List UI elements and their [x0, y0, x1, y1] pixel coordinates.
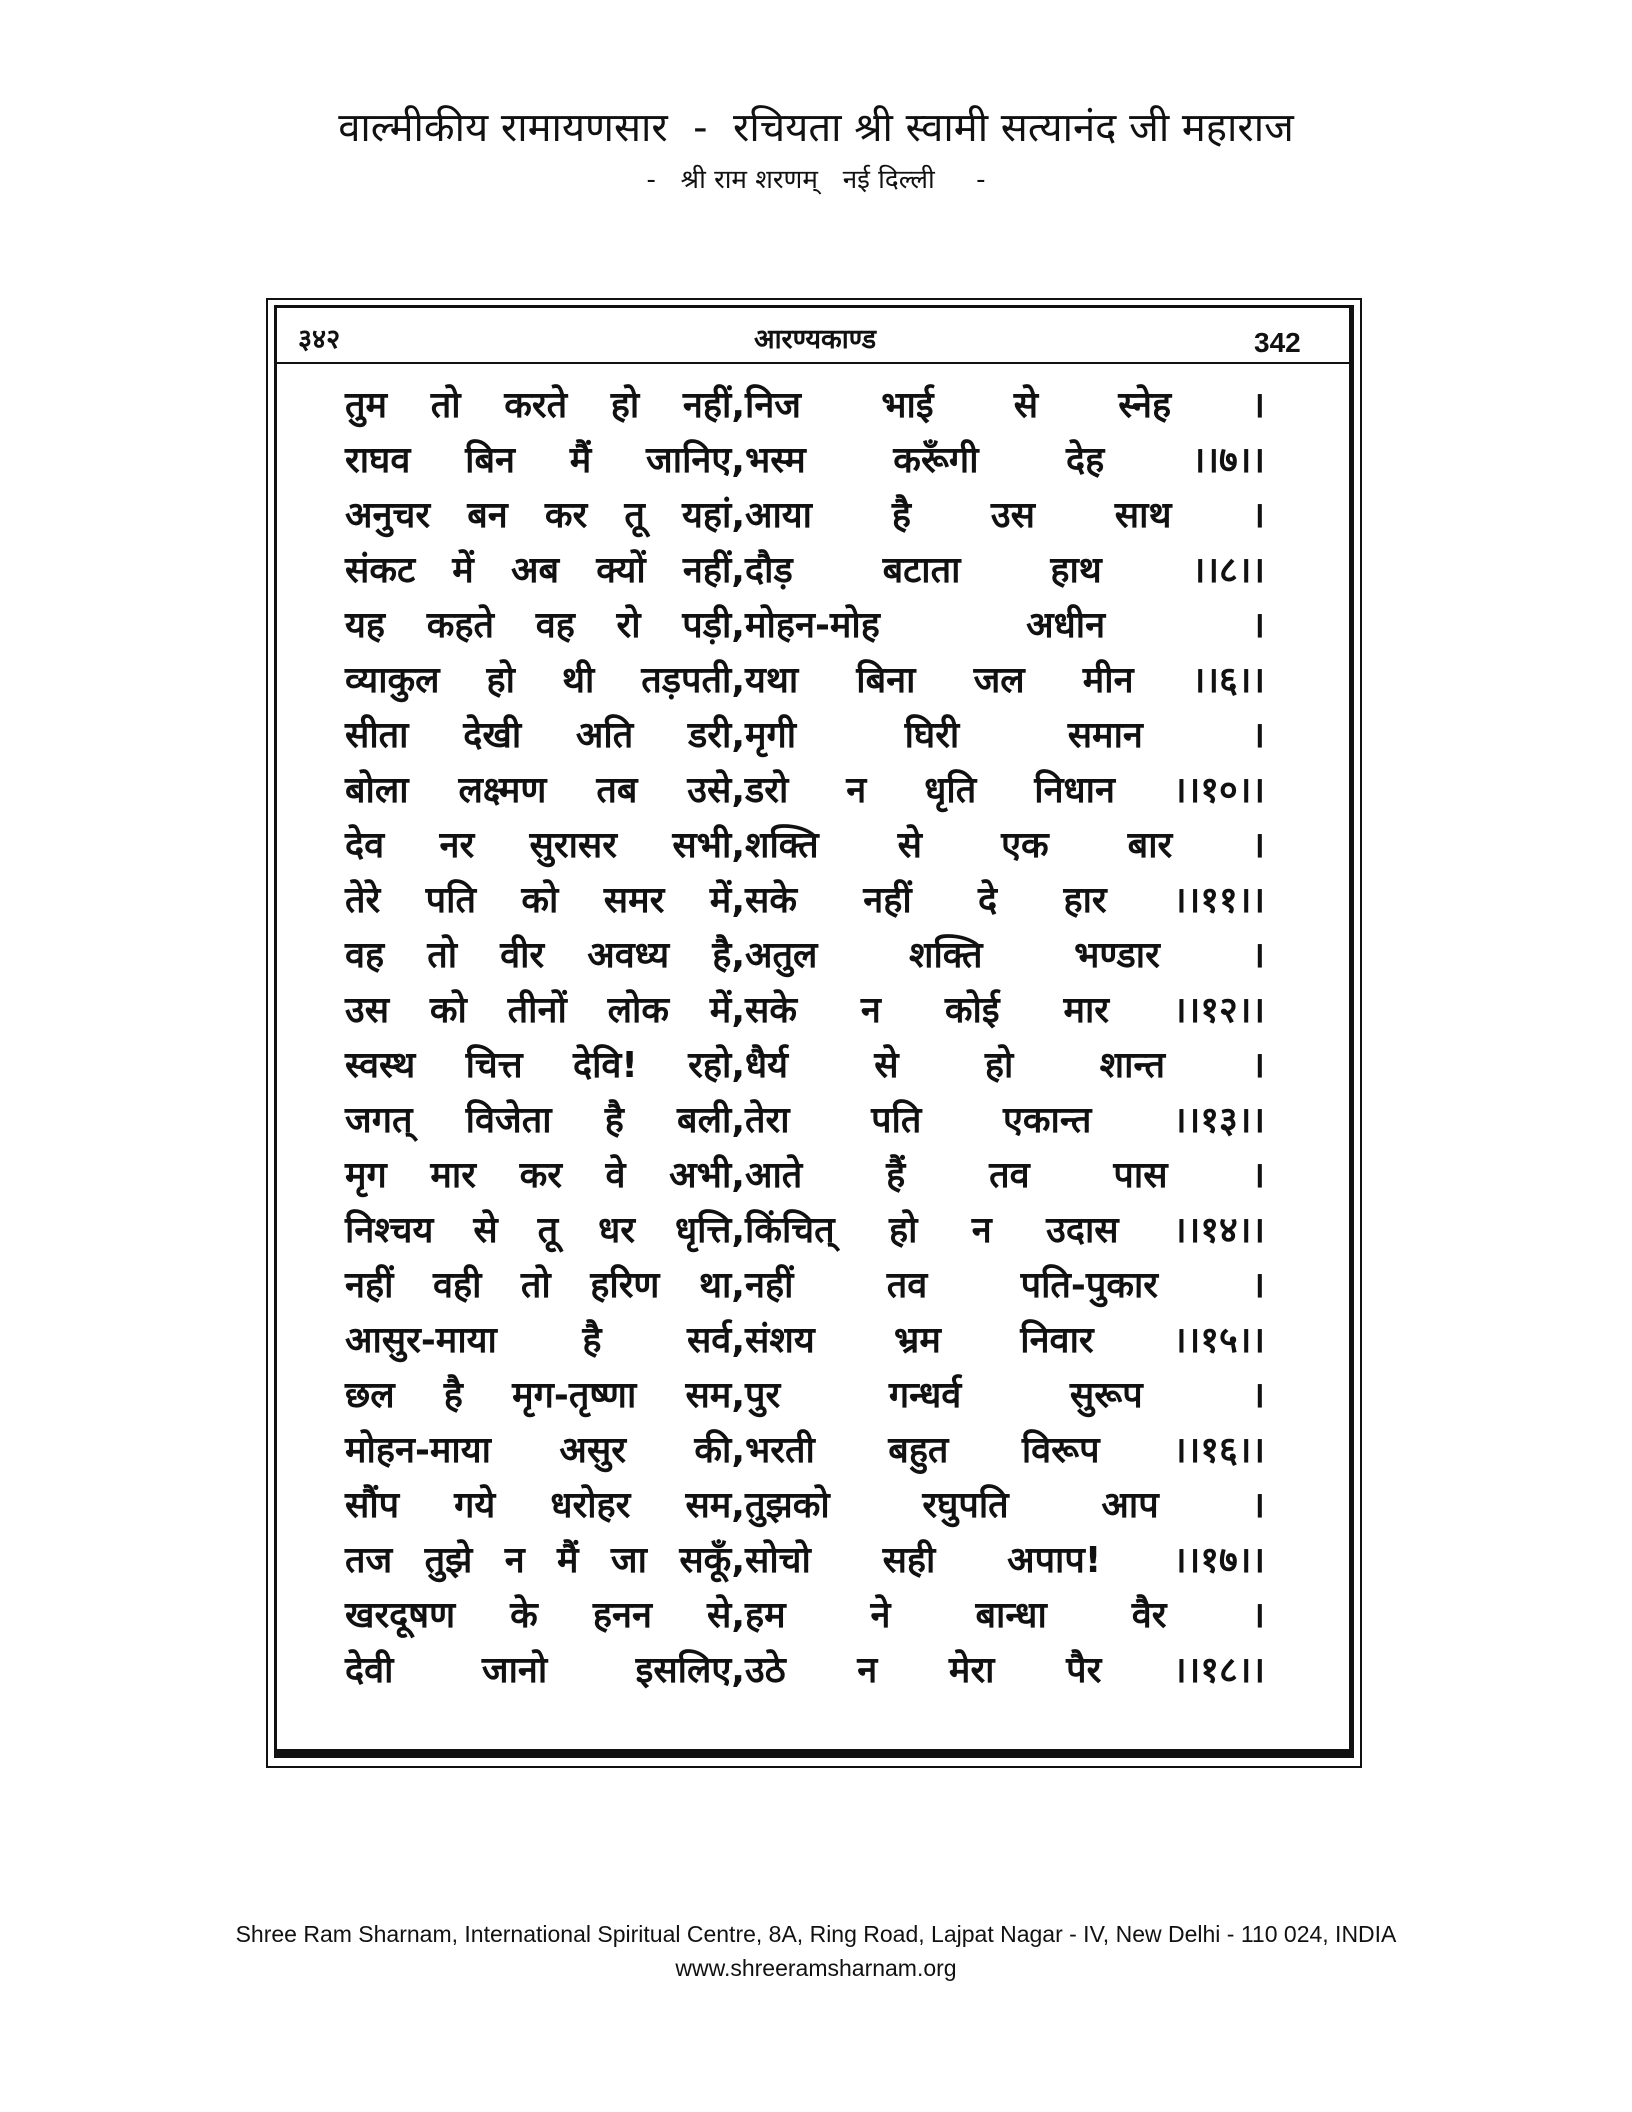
verse-first-half: जगत् विजेता है बली, [345, 1100, 745, 1141]
verse-line [345, 763, 1265, 818]
verse-second-half: सके न कोई मार ।।१२।। [745, 990, 1265, 1031]
document-title: वाल्मीकीय रामायणसार - रचियता श्री स्वामी सत्यानंद जी महाराज [338, 105, 1294, 151]
verse-first-half: तेरे पति को समर में, [345, 880, 745, 921]
verse-first-half: देव नर सुरासर सभी, [345, 825, 745, 866]
verse-line [345, 598, 1265, 653]
verse-first-half: नहीं वही तो हरिण था, [345, 1265, 745, 1306]
verse-line [345, 983, 1265, 1038]
verse-first-half: छल है मृग-तृष्णा सम, [345, 1375, 745, 1416]
verse-first-half: व्याकुल हो थी तड़पती, [345, 660, 745, 701]
verse-block [345, 378, 1265, 1698]
footer-address: Shree Ram Sharnam, International Spiritual Centre, 8A, Ring Road, Lajpat Nagar - IV, New Delhi - 110 024, INDIA [235, 1921, 1397, 1947]
verse-first-half: तुम तो करते हो नहीं, [345, 385, 745, 426]
verse-line [345, 1478, 1265, 1533]
verse-line [345, 1038, 1265, 1093]
verse-line [345, 873, 1265, 928]
verse-first-half: यह कहते वह रो पड़ी, [345, 605, 745, 646]
verse-line [345, 543, 1265, 598]
verse-first-half: मोहन-माया असुर की, [345, 1430, 745, 1471]
verse-second-half: हम ने बान्धा वैर । [745, 1595, 1265, 1636]
verse-first-half: राघव बिन मैं जानिए, [345, 440, 745, 481]
verse-line [345, 708, 1265, 763]
verse-second-half: धैर्य से हो शान्त । [745, 1045, 1265, 1086]
verse-second-half: दौड़ बटाता हाथ ।।८।। [745, 550, 1265, 591]
verse-first-half: वह तो वीर अवध्य है, [345, 935, 745, 976]
verse-second-half: डरो न धृति निधान ।।१०।। [745, 770, 1265, 811]
page-number-devanagari: ३४२ [298, 324, 341, 355]
verse-second-half: यथा बिना जल मीन ।।६।। [745, 660, 1265, 701]
verse-second-half: संशय भ्रम निवार ।।१५।। [745, 1320, 1265, 1361]
verse-second-half: मोहन-मोह अधीन । [745, 605, 1265, 646]
verse-line [345, 1258, 1265, 1313]
verse-first-half: स्वस्थ चित्त देवि! रहो, [345, 1045, 745, 1086]
verse-first-half: संकट में अब क्यों नहीं, [345, 550, 745, 591]
verse-first-half: तज तुझे न मैं जा सकूँ, [345, 1540, 745, 1581]
verse-line [345, 1533, 1265, 1588]
verse-second-half: अतुल शक्ति भण्डार । [745, 935, 1265, 976]
verse-line [345, 1643, 1265, 1698]
verse-line [345, 378, 1265, 433]
verse-line [345, 1148, 1265, 1203]
verse-second-half: मृगी घिरी समान । [745, 715, 1265, 756]
verse-second-half: तुझको रघुपति आप । [745, 1485, 1265, 1526]
verse-first-half: अनुचर बन कर तू यहां, [345, 495, 745, 536]
verse-second-half: उठे न मेरा पैर ।।१८।। [745, 1650, 1265, 1691]
verse-line [345, 1313, 1265, 1368]
verse-second-half: शक्ति से एक बार । [745, 825, 1265, 866]
verse-line [345, 1368, 1265, 1423]
verse-second-half: आते हैं तव पास । [745, 1155, 1265, 1196]
verse-first-half: उस को तीनों लोक में, [345, 990, 745, 1031]
footer-website: www.shreeramsharnam.org [675, 1955, 957, 1981]
verse-line [345, 653, 1265, 708]
verse-first-half: सीता देखी अति डरी, [345, 715, 745, 756]
verse-first-half: देवी जानो इसलिए, [345, 1650, 745, 1691]
verse-line [345, 1423, 1265, 1478]
verse-second-half: सोचो सही अपाप! ।।१७।। [745, 1540, 1265, 1581]
verse-line [345, 488, 1265, 543]
verse-second-half: भस्म करूँगी देह ।।७।। [745, 440, 1265, 481]
verse-line [345, 928, 1265, 983]
verse-second-half: नहीं तव पति-पुकार । [745, 1265, 1265, 1306]
verse-first-half: खरदूषण के हनन से, [345, 1595, 745, 1636]
verse-first-half: मृग मार कर वे अभी, [345, 1155, 745, 1196]
section-title: आरण्यकाण्ड [753, 324, 877, 355]
verse-second-half: तेरा पति एकान्त ।।१३।। [745, 1100, 1265, 1141]
verse-second-half: आया है उस साथ । [745, 495, 1265, 536]
verse-second-half: सके नहीं दे हार ।।११।। [745, 880, 1265, 921]
verse-second-half: भरती बहुत विरूप ।।१६।। [745, 1430, 1265, 1471]
verse-second-half: किंचित् हो न उदास ।।१४।। [745, 1210, 1265, 1251]
verse-first-half: सौंप गये धरोहर सम, [345, 1485, 745, 1526]
document-subtitle: - श्री राम शरणम् नई दिल्ली - [646, 165, 986, 195]
verse-second-half: निज भाई से स्नेह । [745, 385, 1265, 426]
verse-line [345, 1093, 1265, 1148]
verse-first-half: निश्चय से तू धर धृत्ति, [345, 1210, 745, 1251]
verse-first-half: आसुर-माया है सर्व, [345, 1320, 745, 1361]
verse-line [345, 818, 1265, 873]
header-divider [277, 362, 1349, 364]
page-number-latin: 342 [1254, 327, 1301, 358]
verse-first-half: बोला लक्ष्मण तब उसे, [345, 770, 745, 811]
verse-line [345, 1588, 1265, 1643]
verse-line [345, 1203, 1265, 1258]
verse-second-half: पुर गन्धर्व सुरूप । [745, 1375, 1265, 1416]
verse-line [345, 433, 1265, 488]
